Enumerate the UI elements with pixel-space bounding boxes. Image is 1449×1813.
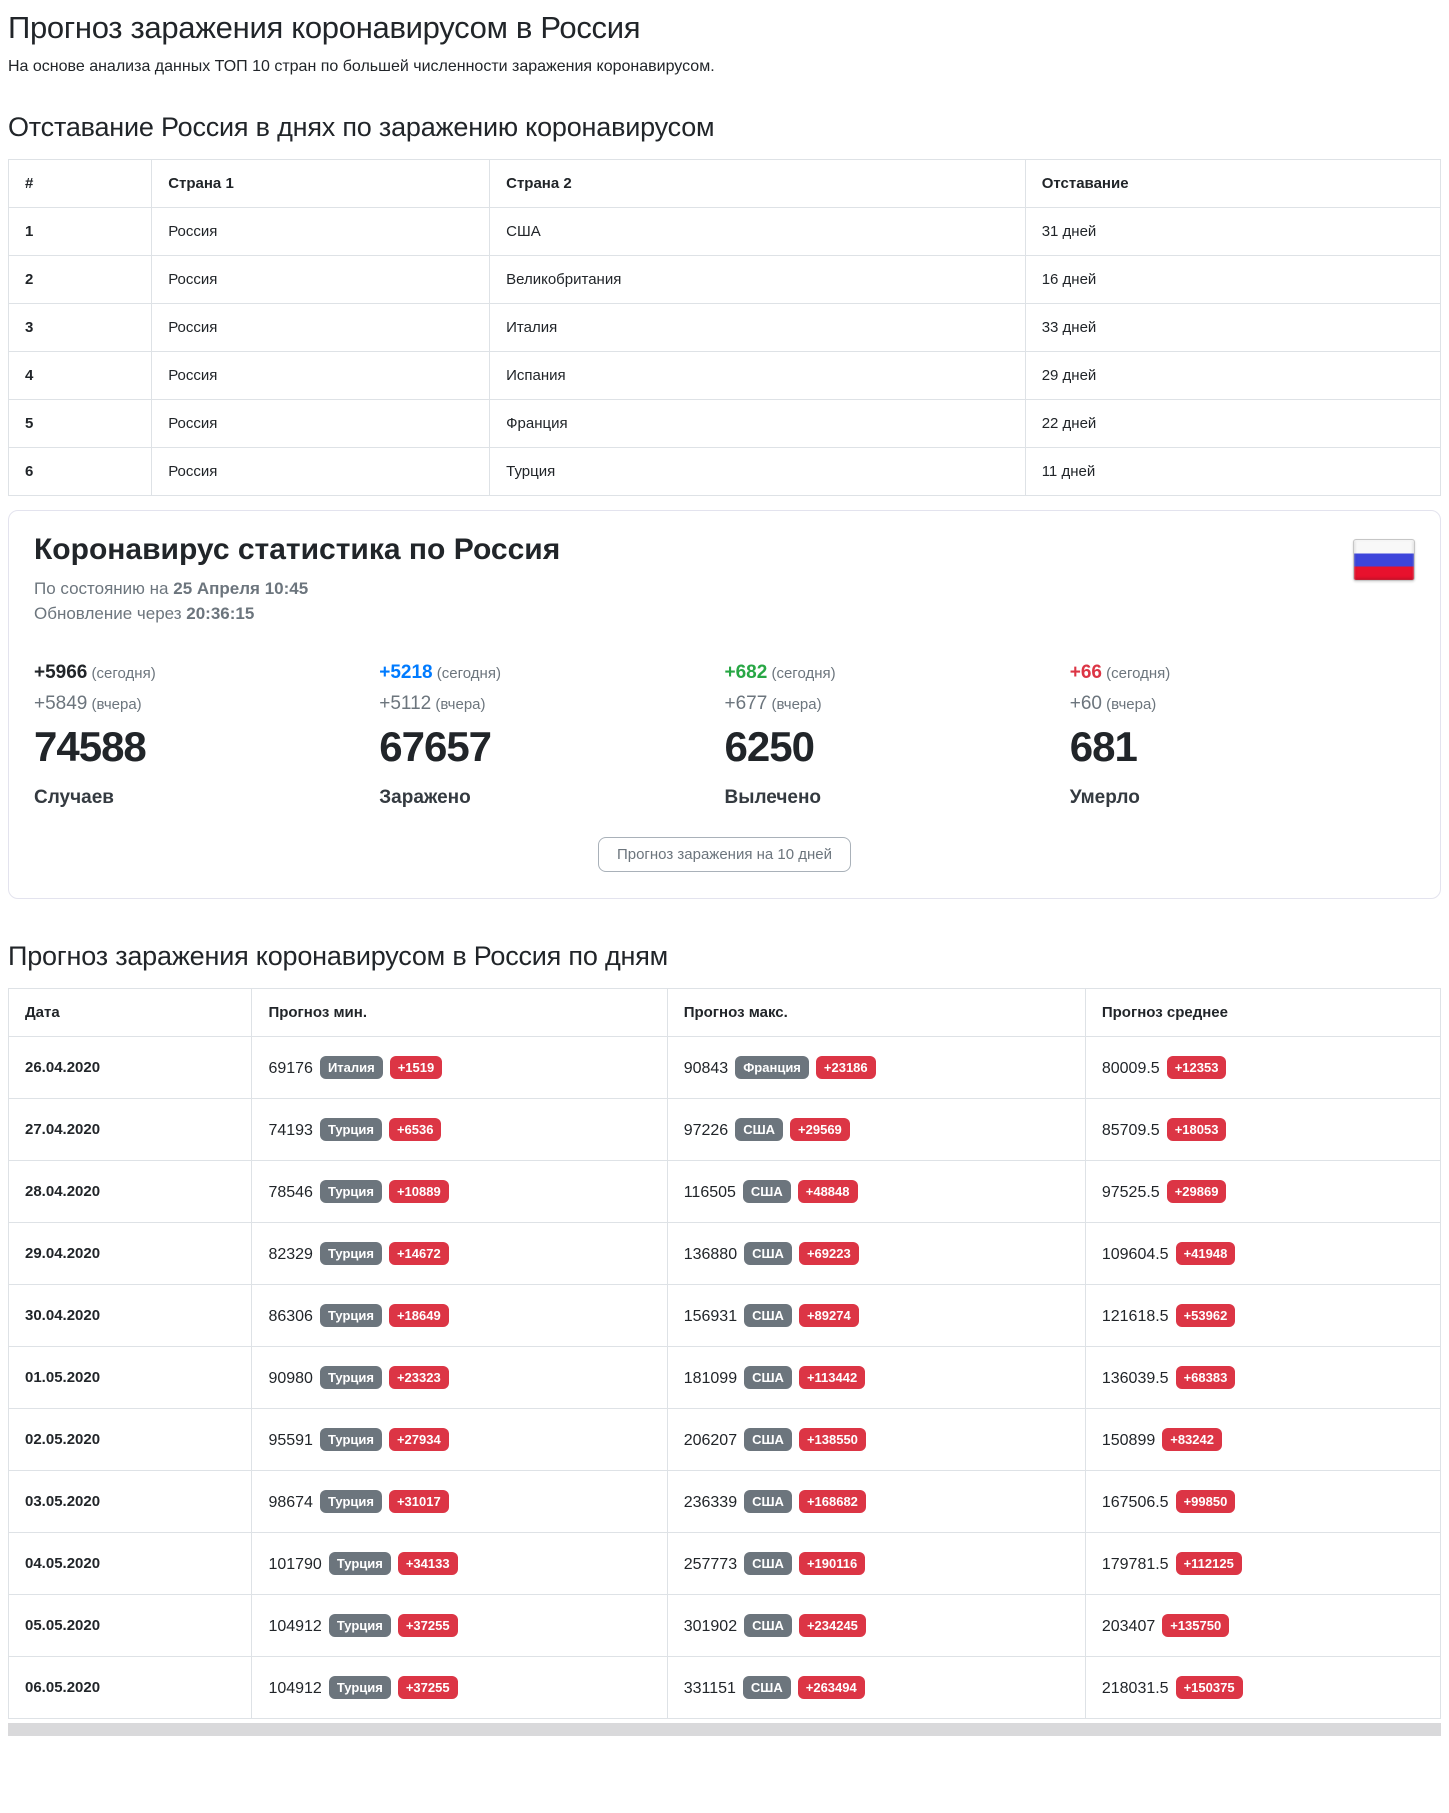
country-badge: Италия — [320, 1056, 383, 1079]
lag-section-heading: Отставание Россия в днях по заражению коронавирусом — [8, 112, 715, 142]
metric-yesterday-suffix: (вчера) — [87, 696, 142, 714]
metric-yesterday-value: +60 — [1069, 693, 1102, 715]
forecast-avg-cell — [1085, 1533, 1440, 1595]
forecast-min-value: 74193 — [268, 1122, 313, 1140]
forecast-date-cell: 26.04.2020 — [9, 1037, 252, 1099]
forecast-date-cell: 03.05.2020 — [9, 1471, 252, 1533]
country-badge: США — [744, 1304, 792, 1327]
forecast-table-row — [9, 1223, 1441, 1285]
delta-badge: +112125 — [1176, 1552, 1242, 1575]
metric-total: 74588 — [34, 723, 146, 771]
delta-badge: +1519 — [390, 1056, 443, 1079]
metric-total: 67657 — [379, 723, 492, 771]
lag-days-cell: 16 дней — [1025, 256, 1440, 304]
update-line — [34, 602, 1415, 627]
delta-badge: +12353 — [1167, 1056, 1227, 1079]
delta-badge: +135750 — [1162, 1614, 1229, 1637]
delta-badge: +23323 — [389, 1366, 449, 1389]
page-title: Прогноз заражения коронавирусом в Россия — [8, 10, 641, 45]
forecast-min-value: 69176 — [268, 1060, 313, 1078]
country-badge: США — [743, 1180, 791, 1203]
lag-header-num: # — [9, 160, 152, 208]
lag-days-cell: 31 дней — [1025, 208, 1440, 256]
lag-country1-cell: Россия — [152, 400, 490, 448]
lag-country1-cell: Россия — [152, 256, 490, 304]
forecast-min-cell — [252, 1409, 667, 1471]
delta-badge: +168682 — [799, 1490, 866, 1513]
delta-badge: +23186 — [816, 1056, 876, 1079]
forecast-header-date: Дата — [9, 989, 252, 1037]
delta-badge: +37255 — [398, 1614, 458, 1637]
lag-country2-cell: Турция — [490, 448, 1026, 496]
forecast-table-row — [9, 1533, 1441, 1595]
forecast-min-cell — [252, 1347, 667, 1409]
country-badge: США — [744, 1552, 792, 1575]
metric-cases — [34, 662, 379, 809]
lag-row-number: 3 — [9, 304, 152, 352]
forecast-max-value: 90843 — [683, 1060, 729, 1078]
lag-row-number: 6 — [9, 448, 152, 496]
lag-header-country2: Страна 2 — [490, 160, 1026, 208]
country-badge: Турция — [320, 1180, 382, 1203]
delta-badge: +113442 — [799, 1366, 865, 1389]
forecast-max-value: 331151 — [683, 1680, 736, 1698]
forecast-min-value: 101790 — [268, 1556, 322, 1574]
delta-badge: +29869 — [1167, 1180, 1227, 1203]
forecast-max-cell — [667, 1037, 1085, 1099]
metric-today-value: +66 — [1069, 662, 1102, 684]
forecast-table-row — [9, 1657, 1441, 1719]
forecast-avg-value: 121618.5 — [1101, 1308, 1169, 1326]
delta-badge: +190116 — [799, 1552, 865, 1575]
delta-badge: +53962 — [1176, 1304, 1236, 1327]
lag-row-number: 5 — [9, 400, 152, 448]
delta-badge: +29569 — [790, 1118, 850, 1141]
as-of-label: По состоянию на — [34, 579, 169, 598]
forecast-min-cell — [252, 1285, 667, 1347]
metric-yesterday-suffix: (вчера) — [1101, 696, 1157, 714]
lag-country2-cell: Великобритания — [490, 256, 1026, 304]
forecast-table-row — [9, 1161, 1441, 1223]
forecast-section-heading: Прогноз заражения коронавирусом в Россия по дням — [8, 941, 668, 972]
metric-today-line — [1070, 662, 1415, 684]
country-badge: Турция — [320, 1366, 382, 1389]
forecast-avg-value: 80009.5 — [1101, 1060, 1160, 1078]
metrics-row — [34, 662, 1415, 809]
metric-today-line — [379, 662, 724, 684]
metric-today-line — [34, 662, 379, 684]
lag-country1-cell: Россия — [152, 304, 490, 352]
update-label: Обновление через — [34, 603, 182, 623]
forecast-avg-cell — [1085, 1347, 1440, 1409]
forecast-avg-cell — [1085, 1595, 1440, 1657]
lag-country1-cell: Россия — [152, 448, 490, 496]
metric-yesterday-line — [725, 693, 1070, 715]
metric-label: Вылечено — [724, 787, 822, 809]
as-of-line — [34, 577, 1415, 602]
lag-table-header-row — [9, 160, 1441, 208]
forecast-table-row — [9, 1347, 1441, 1409]
forecast-avg-value: 218031.5 — [1101, 1680, 1169, 1698]
forecast-button-row — [34, 837, 1415, 872]
forecast-max-value: 206207 — [683, 1432, 738, 1450]
country-badge: Турция — [320, 1490, 382, 1513]
delta-badge: +150375 — [1176, 1676, 1243, 1699]
country-badge: США — [744, 1366, 792, 1389]
delta-badge: +83242 — [1162, 1428, 1222, 1451]
forecast-date-cell: 05.05.2020 — [9, 1595, 252, 1657]
delta-badge: +14672 — [389, 1242, 449, 1265]
forecast-avg-value: 167506.5 — [1101, 1494, 1169, 1512]
metric-infected — [379, 662, 724, 809]
delta-badge: +89274 — [799, 1304, 859, 1327]
forecast-header-max: Прогноз макс. — [667, 989, 1085, 1037]
lag-country2-cell: США — [490, 208, 1026, 256]
country-badge: Франция — [735, 1056, 809, 1079]
lag-days-cell: 11 дней — [1025, 448, 1440, 496]
lag-row-number: 2 — [9, 256, 152, 304]
forecast-date-cell: 27.04.2020 — [9, 1099, 252, 1161]
forecast-table-row — [9, 1471, 1441, 1533]
forecast-max-cell — [667, 1409, 1085, 1471]
russia-flag-icon — [1353, 539, 1415, 581]
delta-badge: +34133 — [398, 1552, 458, 1575]
forecast-date-cell: 06.05.2020 — [9, 1657, 252, 1719]
forecast-avg-value: 85709.5 — [1101, 1122, 1160, 1140]
forecast-min-value: 86306 — [268, 1308, 313, 1326]
delta-badge: +18053 — [1167, 1118, 1227, 1141]
lag-table — [8, 159, 1441, 496]
forecast-table-row — [9, 1037, 1441, 1099]
lag-table-row — [9, 208, 1441, 256]
metric-yesterday-line — [379, 693, 724, 715]
forecast-date-cell: 30.04.2020 — [9, 1285, 252, 1347]
forecast-max-value: 156931 — [683, 1308, 738, 1326]
forecast-min-cell — [252, 1471, 667, 1533]
metric-label: Случаев — [34, 787, 114, 809]
forecast-min-cell — [252, 1595, 667, 1657]
forecast-max-cell — [667, 1161, 1085, 1223]
delta-badge: +48848 — [798, 1180, 858, 1203]
metric-today-line — [725, 662, 1070, 684]
metric-label: Умерло — [1069, 787, 1140, 809]
metric-today-suffix: (сегодня) — [767, 665, 836, 683]
as-of-value: 25 Апреля 10:45 — [173, 579, 309, 598]
forecast-avg-value: 136039.5 — [1101, 1370, 1169, 1388]
delta-badge: +37255 — [398, 1676, 458, 1699]
delta-badge: +68383 — [1176, 1366, 1236, 1389]
lag-country2-cell: Франция — [490, 400, 1026, 448]
metric-yesterday-line — [34, 693, 379, 715]
forecast-avg-cell — [1085, 1471, 1440, 1533]
metric-yesterday-suffix: (вчера) — [431, 696, 486, 714]
lag-row-number: 1 — [9, 208, 152, 256]
country-badge: Турция — [320, 1304, 382, 1327]
lag-table-row — [9, 352, 1441, 400]
forecast-max-value: 181099 — [683, 1370, 738, 1388]
forecast-min-cell — [252, 1161, 667, 1223]
forecast-avg-cell — [1085, 1099, 1440, 1161]
forecast-min-value: 90980 — [268, 1370, 313, 1388]
delta-badge: +6536 — [389, 1118, 442, 1141]
forecast-table-header-row — [9, 989, 1441, 1037]
forecast-header-min: Прогноз мин. — [252, 989, 667, 1037]
metric-recovered — [725, 662, 1070, 809]
forecast-max-value: 116505 — [683, 1184, 736, 1202]
lag-country2-cell: Испания — [490, 352, 1026, 400]
lag-table-row — [9, 400, 1441, 448]
metric-total: 681 — [1069, 723, 1137, 771]
country-badge: США — [744, 1614, 792, 1637]
country-badge: Турция — [320, 1242, 382, 1265]
forecast-max-value: 97226 — [683, 1122, 729, 1140]
forecast-avg-value: 203407 — [1101, 1618, 1156, 1636]
lag-row-number: 4 — [9, 352, 152, 400]
lag-header-lag: Отставание — [1025, 160, 1440, 208]
delta-badge: +69223 — [799, 1242, 859, 1265]
metric-today-value: +5218 — [379, 662, 433, 684]
forecast-min-cell — [252, 1657, 667, 1719]
update-value: 20:36:15 — [186, 603, 255, 623]
forecast-header-avg: Прогноз среднее — [1085, 989, 1440, 1037]
metric-yesterday-value: +5112 — [379, 693, 432, 715]
forecast-avg-value: 179781.5 — [1101, 1556, 1169, 1574]
forecast-table-row — [9, 1099, 1441, 1161]
forecast-max-cell — [667, 1533, 1085, 1595]
country-badge: Турция — [329, 1614, 391, 1637]
lag-days-cell: 29 дней — [1025, 352, 1440, 400]
forecast-min-cell — [252, 1223, 667, 1285]
forecast-max-cell — [667, 1223, 1085, 1285]
forecast-max-cell — [667, 1347, 1085, 1409]
lag-days-cell: 33 дней — [1025, 304, 1440, 352]
lag-country1-cell: Россия — [152, 352, 490, 400]
forecast-table — [8, 988, 1441, 1719]
forecast-table-row — [9, 1285, 1441, 1347]
forecast-avg-cell — [1085, 1223, 1440, 1285]
forecast-date-cell: 02.05.2020 — [9, 1409, 252, 1471]
forecast-avg-value: 150899 — [1101, 1432, 1156, 1450]
lag-table-row — [9, 448, 1441, 496]
lag-table-row — [9, 304, 1441, 352]
delta-badge: +234245 — [799, 1614, 866, 1637]
delta-badge: +138550 — [799, 1428, 866, 1451]
footer-strip — [8, 1723, 1441, 1736]
lag-table-row — [9, 256, 1441, 304]
forecast-min-value: 82329 — [268, 1246, 313, 1264]
forecast-avg-cell — [1085, 1161, 1440, 1223]
forecast-date-cell: 04.05.2020 — [9, 1533, 252, 1595]
metric-today-suffix: (сегодня) — [432, 665, 501, 683]
country-badge: США — [744, 1490, 792, 1513]
forecast-min-cell — [252, 1533, 667, 1595]
stats-card — [8, 510, 1441, 899]
metric-label: Заражено — [379, 787, 471, 809]
lag-days-cell: 22 дней — [1025, 400, 1440, 448]
page-subtitle: На основе анализа данных ТОП 10 стран по большей численности заражения коронавирусом. — [8, 58, 715, 75]
lag-header-country1: Страна 1 — [152, 160, 490, 208]
stats-card-title: Коронавирус статистика по Россия — [34, 533, 561, 566]
country-badge: США — [735, 1118, 783, 1141]
forecast-min-cell — [252, 1099, 667, 1161]
country-badge: Турция — [320, 1118, 382, 1141]
country-badge: Турция — [320, 1428, 382, 1451]
forecast-max-cell — [667, 1471, 1085, 1533]
forecast-min-value: 78546 — [268, 1184, 313, 1202]
forecast-avg-cell — [1085, 1657, 1440, 1719]
country-badge: США — [744, 1428, 792, 1451]
forecast-min-value: 98674 — [268, 1494, 313, 1512]
metric-total: 6250 — [724, 723, 814, 771]
forecast-avg-cell — [1085, 1037, 1440, 1099]
metric-yesterday-suffix: (вчера) — [767, 696, 822, 714]
forecast-max-value: 136880 — [683, 1246, 738, 1264]
forecast-date-cell: 01.05.2020 — [9, 1347, 252, 1409]
forecast-table-row — [9, 1409, 1441, 1471]
forecast-avg-cell — [1085, 1285, 1440, 1347]
metric-today-suffix: (сегодня) — [87, 665, 156, 683]
forecast-date-cell: 29.04.2020 — [9, 1223, 252, 1285]
forecast-max-cell — [667, 1285, 1085, 1347]
country-badge: США — [744, 1242, 792, 1265]
delta-badge: +18649 — [389, 1304, 449, 1327]
metric-today-value: +682 — [724, 662, 768, 684]
metric-yesterday-line — [1070, 693, 1415, 715]
forecast-max-cell — [667, 1099, 1085, 1161]
delta-badge: +27934 — [389, 1428, 449, 1451]
delta-badge: +263494 — [798, 1676, 865, 1699]
forecast-avg-value: 97525.5 — [1101, 1184, 1160, 1202]
forecast-min-value: 104912 — [268, 1680, 322, 1698]
metric-today-value: +5966 — [34, 662, 88, 684]
metric-today-suffix: (сегодня) — [1101, 665, 1171, 683]
forecast-avg-cell — [1085, 1409, 1440, 1471]
delta-badge: +10889 — [389, 1180, 449, 1203]
delta-badge: +31017 — [389, 1490, 449, 1513]
country-badge: Турция — [329, 1552, 391, 1575]
delta-badge: +99850 — [1176, 1490, 1236, 1513]
country-badge: Турция — [329, 1676, 391, 1699]
forecast-max-cell — [667, 1657, 1085, 1719]
forecast-max-value: 257773 — [683, 1556, 738, 1574]
forecast-max-cell — [667, 1595, 1085, 1657]
lag-country1-cell: Россия — [152, 208, 490, 256]
forecast-max-value: 236339 — [683, 1494, 738, 1512]
forecast-min-value: 95591 — [268, 1432, 313, 1450]
metric-yesterday-value: +5849 — [34, 693, 88, 715]
forecast-max-value: 301902 — [683, 1618, 738, 1636]
forecast-table-row — [9, 1595, 1441, 1657]
forecast-date-cell: 28.04.2020 — [9, 1161, 252, 1223]
metric-yesterday-value: +677 — [724, 693, 768, 715]
forecast-button[interactable]: Прогноз заражения на 10 дней — [598, 837, 851, 872]
metric-died — [1070, 662, 1415, 809]
lag-country2-cell: Италия — [490, 304, 1026, 352]
country-badge: США — [743, 1676, 791, 1699]
forecast-avg-value: 109604.5 — [1101, 1246, 1169, 1264]
forecast-min-value: 104912 — [268, 1618, 322, 1636]
forecast-min-cell — [252, 1037, 667, 1099]
delta-badge: +41948 — [1176, 1242, 1236, 1265]
